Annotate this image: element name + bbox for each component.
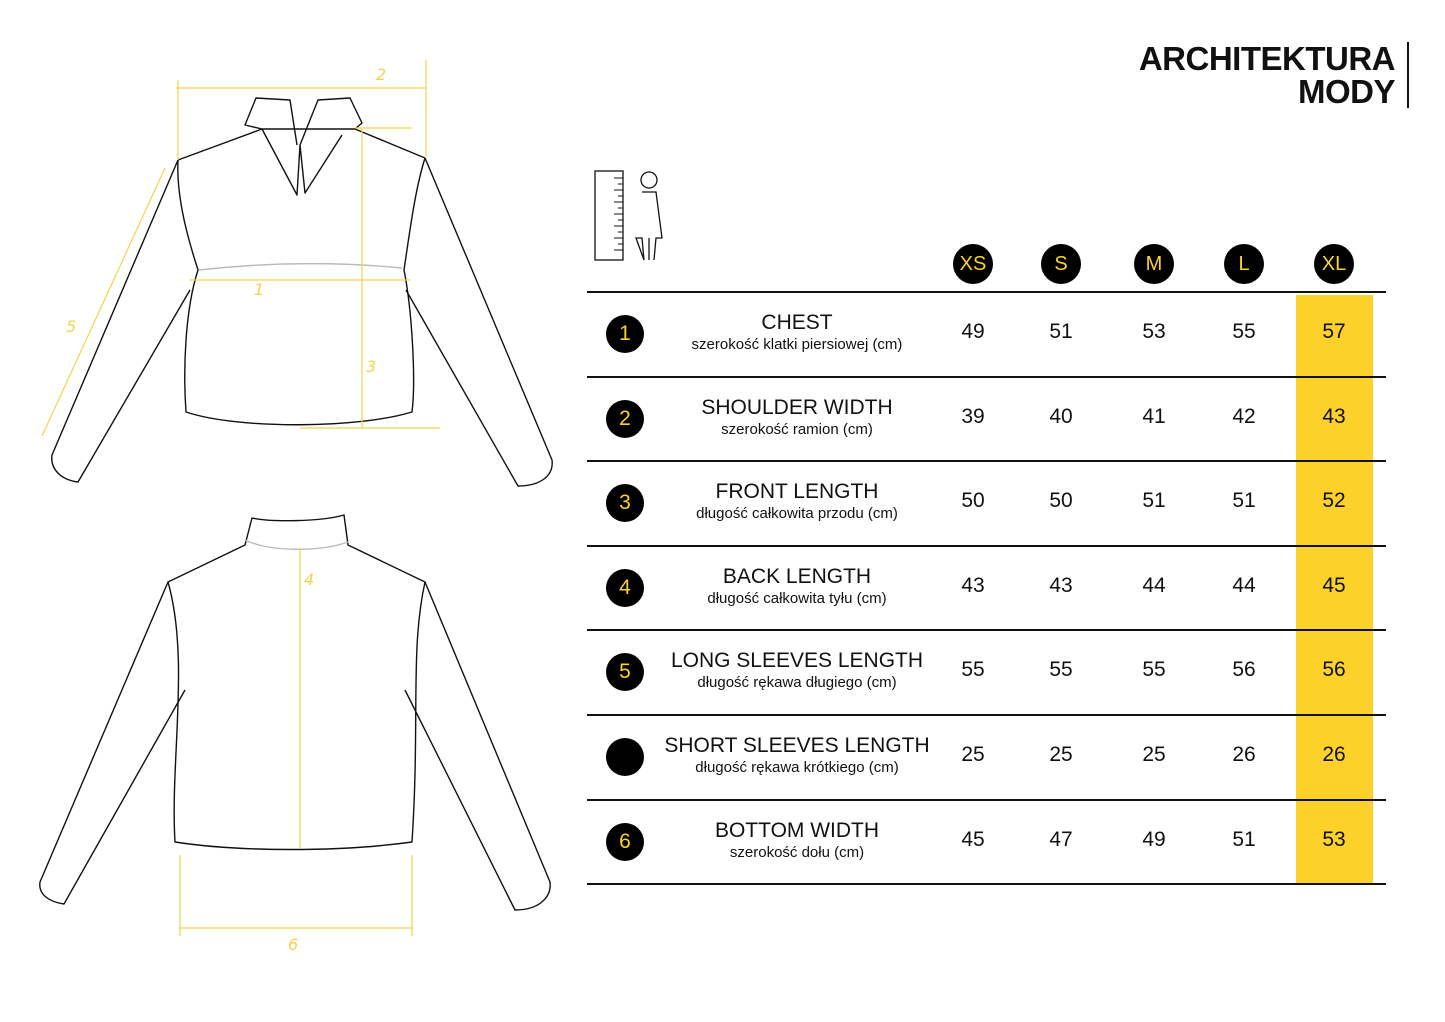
value-s: 40: [1049, 405, 1073, 428]
value-m: 49: [1142, 828, 1166, 851]
brand-line-1: ARCHITEKTURA: [1138, 40, 1395, 77]
value-l: 51: [1232, 828, 1256, 851]
value-xs: 49: [961, 320, 985, 343]
row-number-badge: 4: [606, 569, 644, 607]
size-header-s: S: [1041, 244, 1081, 284]
value-l: 55: [1232, 320, 1256, 343]
value-xs: 43: [961, 574, 985, 597]
measure-description: długość rękawa długiego (cm): [697, 674, 897, 691]
value-s: 47: [1049, 828, 1073, 851]
table-row: [587, 378, 1386, 462]
measure-description: szerokość klatki piersiowej (cm): [691, 336, 903, 353]
value-l: 56: [1232, 658, 1256, 681]
value-xl: 53: [1322, 828, 1346, 851]
measurement-numbers: [66, 65, 386, 954]
measure-name: CHEST: [761, 311, 833, 334]
value-s: 50: [1049, 489, 1073, 512]
measure-description: długość całkowita przodu (cm): [696, 505, 898, 522]
measure-label-6: 6: [288, 935, 299, 954]
size-header-m: M: [1134, 244, 1174, 284]
measure-description: długość rękawa krótkiego (cm): [695, 759, 899, 776]
brand-logo: [1139, 42, 1409, 108]
table-row: [587, 547, 1386, 631]
measurement-guides: [42, 60, 440, 936]
value-m: 41: [1142, 405, 1166, 428]
value-xs: 25: [961, 743, 985, 766]
value-xl: 57: [1322, 320, 1346, 343]
measure-description: szerokość dołu (cm): [729, 844, 865, 861]
value-s: 55: [1049, 658, 1073, 681]
value-s: 25: [1049, 743, 1073, 766]
measure-name: SHORT SLEEVES LENGTH: [664, 734, 930, 757]
measure-description: długość całkowita tyłu (cm): [707, 590, 887, 607]
measure-label-3: 3: [366, 357, 377, 376]
value-s: 51: [1049, 320, 1073, 343]
measure-name: BOTTOM WIDTH: [714, 819, 880, 842]
row-number-badge: 2: [606, 400, 644, 438]
measure-label-1: 1: [254, 280, 265, 299]
value-xs: 45: [961, 828, 985, 851]
value-l: 44: [1232, 574, 1256, 597]
value-s: 43: [1049, 574, 1073, 597]
table-row: [587, 801, 1386, 885]
table-row: [587, 462, 1386, 546]
size-header-xl: XL: [1314, 244, 1354, 284]
table-row: [587, 631, 1386, 715]
value-xl: 26: [1322, 743, 1346, 766]
size-header-xs: XS: [953, 244, 993, 284]
measure-label-4: 4: [304, 570, 315, 589]
value-xl: 56: [1322, 658, 1346, 681]
value-l: 42: [1232, 405, 1256, 428]
value-xl: 45: [1322, 574, 1346, 597]
row-number-badge: 1: [606, 315, 644, 353]
measure-name: LONG SLEEVES LENGTH: [670, 649, 924, 672]
measure-description: szerokość ramion (cm): [721, 421, 873, 438]
brand-line-2: MODY: [1298, 73, 1395, 110]
table-row: [587, 293, 1386, 377]
garment-sketch: [0, 0, 590, 1022]
value-m: 51: [1142, 489, 1166, 512]
value-m: 44: [1142, 574, 1166, 597]
value-l: 26: [1232, 743, 1256, 766]
value-xl: 52: [1322, 489, 1346, 512]
value-xs: 39: [961, 405, 985, 428]
measure-label-5: 5: [66, 317, 77, 336]
value-m: 53: [1142, 320, 1166, 343]
back-view-drawing: [40, 515, 550, 910]
measure-name: FRONT LENGTH: [715, 480, 879, 503]
measure-name: SHOULDER WIDTH: [701, 396, 893, 419]
row-number-badge: 3: [606, 484, 644, 522]
value-xs: 55: [961, 658, 985, 681]
row-number-badge: 6: [606, 823, 644, 861]
size-header-l: L: [1224, 244, 1264, 284]
row-number-badge: [606, 738, 644, 776]
table-row: [587, 716, 1386, 800]
value-xl: 43: [1322, 405, 1346, 428]
measure-name: BACK LENGTH: [722, 565, 872, 588]
row-number-badge: 5: [606, 653, 644, 691]
ruler-and-person-icon: [592, 168, 672, 268]
value-l: 51: [1232, 489, 1256, 512]
value-m: 25: [1142, 743, 1166, 766]
value-m: 55: [1142, 658, 1166, 681]
value-xs: 50: [961, 489, 985, 512]
measure-label-2: 2: [376, 65, 387, 84]
